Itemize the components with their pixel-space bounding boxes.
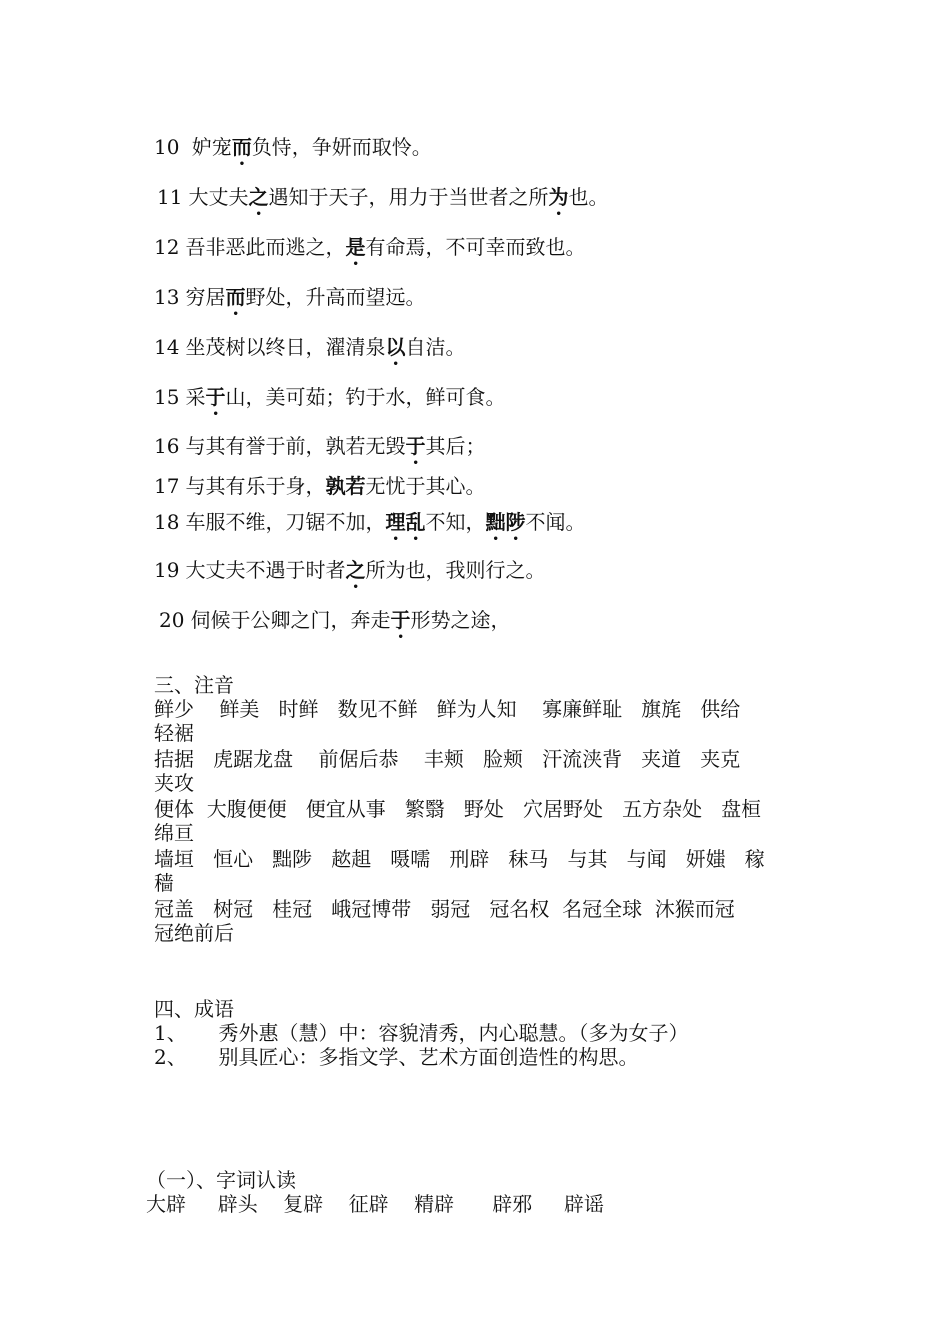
phonetic-row: 鲜少 鲜美 时鲜 数见不鲜 鲜为人知 寡廉鲜耻 旗旄 供给 xyxy=(154,697,741,721)
emphasized-word: 之 xyxy=(345,558,366,582)
sentence-13 xyxy=(154,284,425,320)
emphasized-word: 于 xyxy=(205,385,226,409)
sentence-number: 12 xyxy=(154,235,180,259)
sentence-text: 也。 xyxy=(568,185,609,209)
emphasized-word: 于 xyxy=(405,434,426,458)
sentence-text: 形势之途， xyxy=(410,608,511,632)
emphasized-word: 以 xyxy=(385,335,406,359)
sentence-number: 18 xyxy=(154,510,180,534)
emphasized-word: 而 xyxy=(231,135,252,159)
sentence-number: 17 xyxy=(154,474,180,498)
emphasized-word: 而 xyxy=(225,285,246,309)
emphasized-word: 之 xyxy=(248,185,269,209)
phonetic-row: 冠绝前后 xyxy=(154,921,234,945)
phonetic-row: 轻裾 xyxy=(154,721,194,745)
sentence-16 xyxy=(154,433,485,469)
sentence-text: 车服不维，刀锯不加， xyxy=(185,510,386,534)
sentence-text: 不知， xyxy=(425,510,486,534)
emphasized-word: 于 xyxy=(390,608,411,632)
phonetic-row: 穑 xyxy=(154,871,174,895)
sentence-text: 遇知于天子，用力于当世者之所 xyxy=(268,185,549,209)
sentence-number: 16 xyxy=(154,434,180,458)
sentence-number: 14 xyxy=(154,335,180,359)
sentence-12 xyxy=(154,234,585,270)
sentence-text: 穷居 xyxy=(185,285,226,309)
sentence-text: 负恃，争妍而取怜。 xyxy=(251,135,432,159)
emphasized-word: 是 xyxy=(345,235,366,259)
sentence-text: 有命焉，不可幸而致也。 xyxy=(365,235,586,259)
sentence-text: 与其有誉于前，孰若无毁 xyxy=(185,434,406,458)
sentence-19 xyxy=(154,557,545,593)
sentence-number: 19 xyxy=(154,558,180,582)
sentence-text: 野处，升高而望远。 xyxy=(245,285,426,309)
emphasized-word: 黜陟 xyxy=(485,510,526,534)
sentence-number: 10 xyxy=(154,135,180,159)
sentence-18 xyxy=(154,509,585,545)
emphasized-word: 为 xyxy=(548,185,569,209)
sentence-text: 山，美可茹；钓于水，鲜可食。 xyxy=(225,385,506,409)
sentence-text: 妒宠 xyxy=(185,135,232,159)
emphasized-word: 理乱 xyxy=(385,510,426,534)
phonetic-row: 拮据 虎踞龙盘 前倨后恭 丰颊 脸颊 汗流浃背 夹道 夹克 xyxy=(154,747,741,771)
word-reading-row: 大辟 辟头 复辟 征辟 精辟 辟邪 辟谣 xyxy=(146,1192,605,1216)
sentence-text: 与其有乐于身， xyxy=(185,474,326,498)
sentence-11 xyxy=(157,184,608,220)
sentence-number: 13 xyxy=(154,285,180,309)
sentence-20 xyxy=(159,607,510,643)
phonetic-row: 绵亘 xyxy=(154,821,194,845)
sentence-text: 坐茂树以终日，濯清泉 xyxy=(185,335,386,359)
section-3-title: 三、注音 xyxy=(154,673,234,697)
sentence-number: 15 xyxy=(154,385,180,409)
sentence-17 xyxy=(154,473,485,499)
sentence-text: 大丈夫 xyxy=(188,185,249,209)
section-4-title: 四、成语 xyxy=(154,997,234,1021)
sentence-text: 大丈夫不遇于时者 xyxy=(185,558,346,582)
sentence-text: 伺候于公卿之门，奔走 xyxy=(190,608,391,632)
sentence-text: 自洁。 xyxy=(405,335,466,359)
idiom-item-2: 2、 别具匠心：多指文学、艺术方面创造性的构思。 xyxy=(154,1045,639,1069)
sentence-10 xyxy=(154,134,432,170)
sentence-14 xyxy=(154,334,465,370)
sentence-text: 采 xyxy=(185,385,206,409)
sentence-15 xyxy=(154,384,505,420)
sentence-text: 其后； xyxy=(425,434,486,458)
phonetic-row: 冠盖 树冠 桂冠 峨冠博带 弱冠 冠名权 名冠全球 沐猴而冠 xyxy=(154,897,735,921)
emphasized-word: 孰若 xyxy=(325,474,366,498)
sentence-text: 不闻。 xyxy=(525,510,586,534)
sentence-text: 吾非恶此而逃之， xyxy=(185,235,346,259)
sentence-text: 所为也，我则行之。 xyxy=(365,558,546,582)
sentence-number: 20 xyxy=(159,608,185,632)
phonetic-row: 便体 大腹便便 便宜从事 繁翳 野处 穴居野处 五方杂处 盘桓 xyxy=(154,797,762,821)
sentence-text: 无忧于其心。 xyxy=(365,474,486,498)
sentence-number: 11 xyxy=(157,185,183,209)
idiom-item-1: 1、 秀外惠（慧）中：容貌清秀，内心聪慧。（多为女子） xyxy=(154,1021,689,1045)
phonetic-row: 墙垣 恒心 黜陟 趑趄 嗫嚅 刑辟 秣马 与其 与闻 妍媸 稼 xyxy=(154,847,765,871)
phonetic-row: 夹攻 xyxy=(154,771,194,795)
section-5-title: （一）、字词认读 xyxy=(146,1168,296,1192)
